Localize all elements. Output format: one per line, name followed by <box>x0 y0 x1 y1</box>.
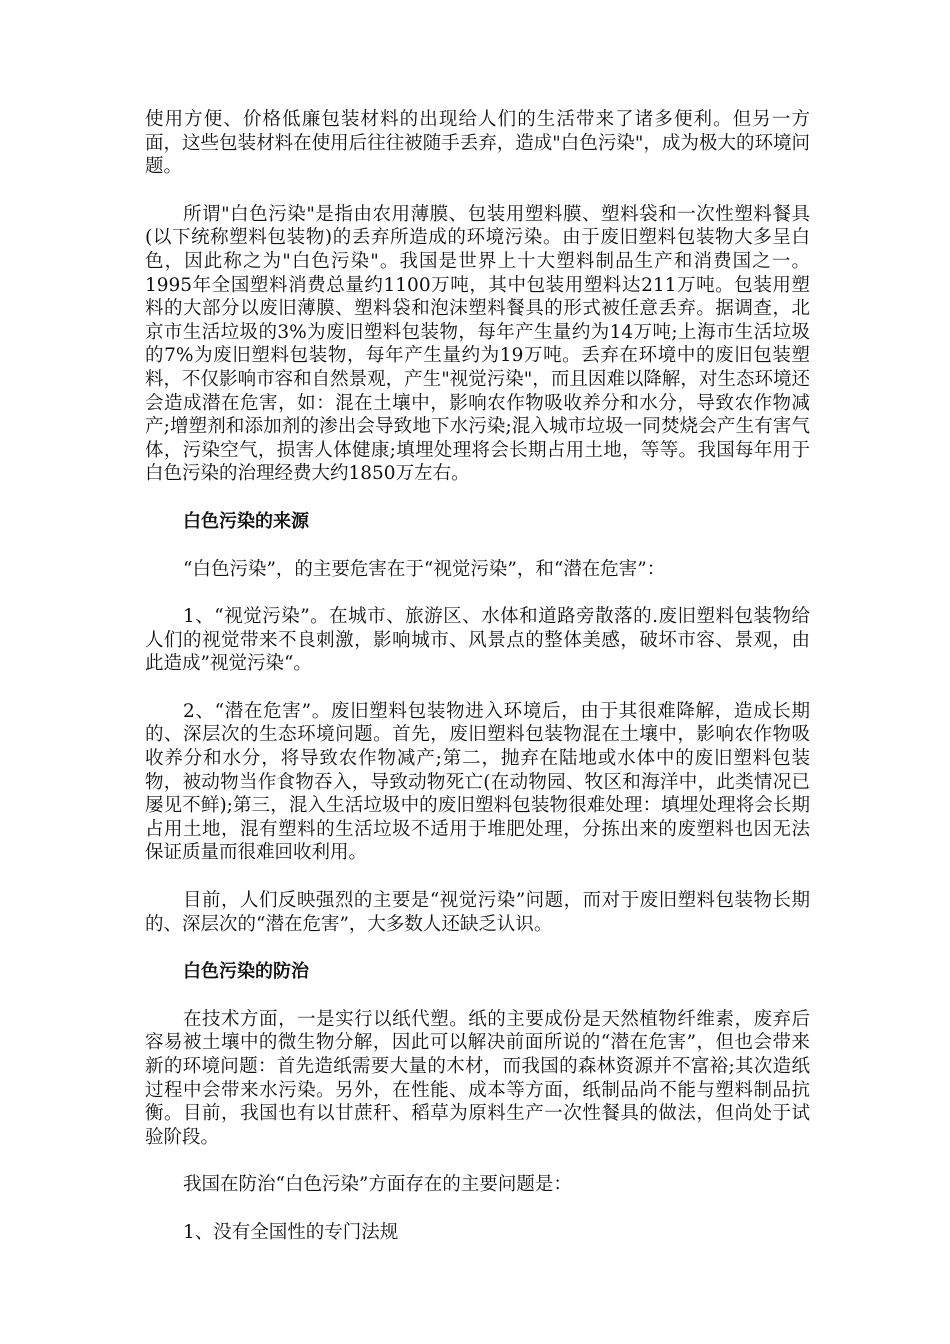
paragraph-paper-substitute: 在技术方面，一是实行以纸代塑。纸的主要成份是天然植物纤维素，废弃后容易被土壤中的微生物分解，因此可以解决前面所说的“潜在危害”，但也会带来新的环境问题：首先造纸需要大量的木材，而我国的森林资源并不富裕;其次造纸过程中会带来水污染。另外，在性能、成本等方面，纸制品尚不能与塑料制品抗衡。目前，我国也有以甘蔗秆、稻草为原料生产一次性餐具的做法，但尚处于试验阶段。 <box>145 1008 810 1148</box>
paragraph-awareness: 目前，人们反映强烈的主要是“视觉污染”问题，而对于废旧塑料包装物长期的、深层次的“潜在危害”，大多数人还缺乏认识。 <box>145 890 810 935</box>
heading-prevention: 白色污染的防治 <box>183 961 309 983</box>
paragraph-intro: 使用方便、价格低廉包装材料的出现给人们的生活带来了诸多便利。但另一方面，这些包装材料在使用后往往被随手丢弃，造成"白色污染"，成为极大的环境问题。 <box>145 109 810 178</box>
paragraph-problems-intro: 我国在防治“白色污染”方面存在的主要问题是： <box>183 1174 572 1196</box>
paragraph-main-harms: “白色污染”，的主要危害在于“视觉污染”，和“潜在危害”： <box>183 558 666 580</box>
paragraph-visual-pollution: 1、“视觉污染”。在城市、旅游区、水体和道路旁散落的.废旧塑料包装物给人们的视觉带来不良刺激，影响城市、风景点的整体美感，破坏市容、景观，由此造成”视觉污染“。 <box>145 606 810 675</box>
paragraph-potential-harm: 2、“潜在危害”。废旧塑料包装物进入环境后，由于其很难降解，造成长期的、深层次的生态环境问题。首先，废旧塑料包装物混在土壤中，影响农作物吸收养分和水分，将导致农作物减产;第二，抛弃在陆地或水体中的废旧塑料包装物，被动物当作食物吞入，导致动物死亡(在动物园、牧区和海洋中，此类情况已屡见不鲜);第三，混入生活垃圾中的废旧塑料包装物很难处理：填埋处理将会长期占用土地，混有塑料的生活垃圾不适用于堆肥处理，分拣出来的废塑料也因无法保证质量而很难回收利用。 <box>145 700 810 864</box>
paragraph-definition: 所谓"白色污染"是指由农用薄膜、包装用塑料膜、塑料袋和一次性塑料餐具(以下统称塑料包装物)的丢弃所造成的环境污染。由于废旧塑料包装物大多呈白色，因此称之为"白色污染"。我国是世界上十大塑料制品生产和消费国之一。 1995年全国塑料消费总量约1100万吨，其中包装用塑料达211万吨。包装用塑料的大部分以废旧薄膜、塑料袋和泡沫塑料餐具的形式被任意丢弃。据调查，北京市生活垃圾的3%为废旧塑料包装物，每年产生量约为14万吨;上海市生活垃圾的7%为废旧塑料包装物，每年产生量约为19万吨。丢弃在环境中的废旧包装塑料，不仅影响市容和自然景观，产生"视觉污染"，而且因难以降解，对生态环境还会造成潜在危害，如：混在土壤中，影响农作物吸收养分和水分，导致农作物减产;增塑剂和添加剂的渗出会导致地下水污染;混入城市垃圾一同焚烧会产生有害气体，污染空气，损害人体健康;填埋处理将会长期占用土地，等等。我国每年用于白色污染的治理经费大约1850万左右。 <box>145 203 810 485</box>
heading-sources: 白色污染的来源 <box>183 510 309 532</box>
document-page <box>145 108 810 1269</box>
paragraph-problem-1: 1、没有全国性的专门法规 <box>183 1221 399 1243</box>
